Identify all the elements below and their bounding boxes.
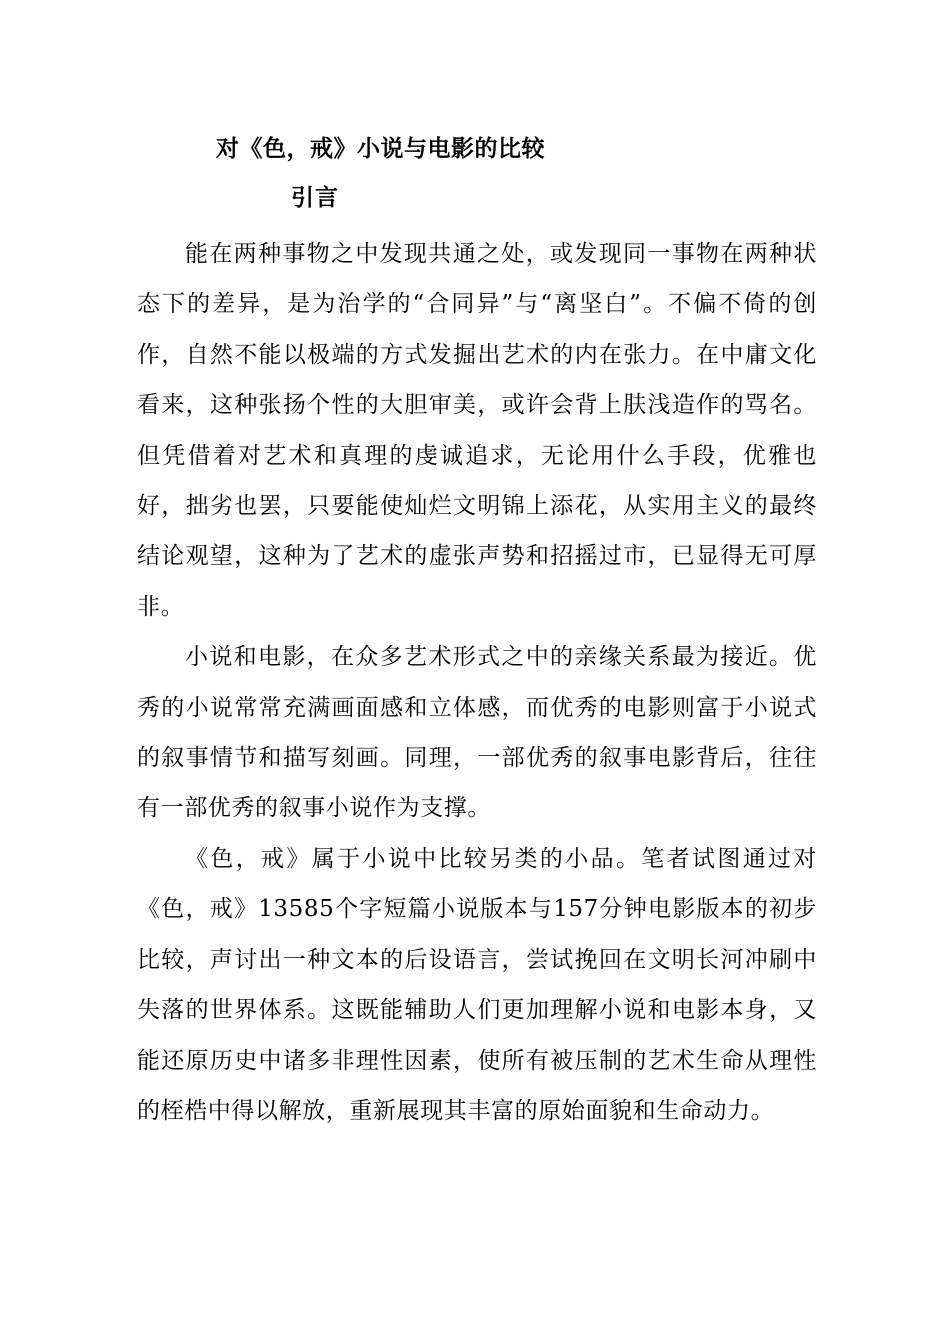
paragraph-1: 能在两种事物之中发现共通之处，或发现同一事物在两种状态下的差异，是为治学的“合同异”与“离坚白”。不偏不倚的创作，自然不能以极端的方式发掘出艺术的内在张力。在中庸文化看来，这种张扬个性的大胆审美，或许会背上肤浅造作的骂名。但凭借着对艺术和真理的虔诚追求，无论用什么手段，优雅也好，拙劣也罢，只要能使灿烂文明锦上添花，从实用主义的最终结论观望，这种为了艺术的虚张声势和招摇过市，已显得无可厚非。 [137,241,817,620]
section-heading: 引言 [291,184,339,211]
document-body [137,229,817,1136]
paragraph-2: 小说和电影，在众多艺术形式之中的亲缘关系最为接近。优秀的小说常常充满画面感和立体感，而优秀的电影则富于小说式的叙事情节和描写刻画。同理，一部优秀的叙事电影背后，往往有一部优秀的叙事小说作为支撑。 [137,644,817,822]
document-title: 对《色，戒》小说与电影的比较 [216,135,545,162]
paragraph-3: 《色，戒》属于小说中比较另类的小品。笔者试图通过对《色，戒》13585个字短篇小说版本与157分钟电影版本的初步比较，声讨出一种文本的后设语言，尝试挽回在文明长河冲刷中失落的世界体系。这既能辅助人们更加理解小说和电影本身，又能还原历史中诸多非理性因素，使所有被压制的艺术生命从理性的桎梏中得以解放，重新展现其丰富的原始面貌和生命动力。 [137,845,817,1124]
